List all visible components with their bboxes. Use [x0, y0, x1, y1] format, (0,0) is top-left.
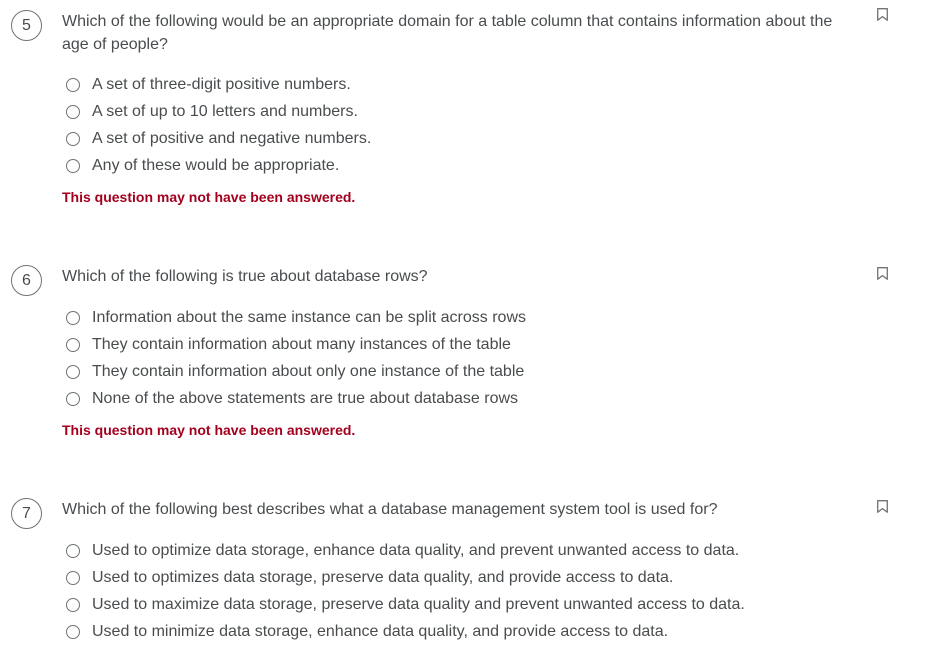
answer-option[interactable] — [66, 331, 526, 358]
option-label: They contain information about only one instance of the table — [92, 362, 525, 380]
radio-unselected-icon[interactable] — [66, 338, 80, 352]
answer-options — [66, 304, 526, 412]
answer-option[interactable] — [66, 537, 745, 564]
answer-option[interactable] — [66, 71, 371, 98]
answer-option[interactable] — [66, 98, 371, 125]
radio-unselected-icon[interactable] — [66, 392, 80, 406]
bookmark-icon[interactable] — [877, 267, 888, 280]
option-label: None of the above statements are true about database rows — [92, 389, 519, 407]
option-label: Any of these would be appropriate. — [92, 156, 340, 174]
answer-options — [66, 537, 745, 645]
radio-unselected-icon[interactable] — [66, 625, 80, 639]
option-label: Used to optimize data storage, enhance data quality, and prevent unwanted access to data. — [92, 541, 740, 559]
option-label: Used to maximize data storage, preserve data quality and prevent unwanted access to data. — [92, 595, 745, 613]
answer-options — [66, 71, 371, 179]
radio-unselected-icon[interactable] — [66, 544, 80, 558]
radio-unselected-icon[interactable] — [66, 598, 80, 612]
option-label: Used to optimizes data storage, preserve data quality, and provide access to data. — [92, 568, 674, 586]
bookmark-icon[interactable] — [877, 8, 888, 21]
question-number-badge: 7 — [11, 498, 42, 529]
radio-unselected-icon[interactable] — [66, 78, 80, 92]
radio-unselected-icon[interactable] — [66, 571, 80, 585]
question-number-badge: 6 — [11, 265, 42, 296]
bookmark-icon[interactable] — [877, 500, 888, 513]
radio-unselected-icon[interactable] — [66, 159, 80, 173]
unanswered-feedback: This question may not have been answered. — [62, 422, 356, 438]
option-label: They contain information about many instances of the table — [92, 335, 511, 353]
radio-unselected-icon[interactable] — [66, 132, 80, 146]
option-label: A set of positive and negative numbers. — [92, 129, 372, 147]
answer-option[interactable] — [66, 125, 371, 152]
question-text: Which of the following would be an appropriate domain for a table column that contains information about the age of people? — [62, 13, 833, 53]
unanswered-feedback: This question may not have been answered. — [62, 189, 356, 205]
answer-option[interactable] — [66, 385, 526, 412]
answer-option[interactable] — [66, 564, 745, 591]
radio-unselected-icon[interactable] — [66, 311, 80, 325]
question-number-badge: 5 — [11, 10, 42, 41]
answer-option[interactable] — [66, 618, 745, 645]
radio-unselected-icon[interactable] — [66, 105, 80, 119]
answer-option[interactable] — [66, 591, 745, 618]
option-label: A set of three-digit positive numbers. — [92, 75, 351, 93]
option-label: A set of up to 10 letters and numbers. — [92, 102, 358, 120]
option-label: Information about the same instance can be split across rows — [92, 308, 526, 326]
answer-option[interactable] — [66, 304, 526, 331]
answer-option[interactable] — [66, 152, 371, 179]
question-text: Which of the following best describes what a database management system tool is used for? — [62, 501, 718, 518]
radio-unselected-icon[interactable] — [66, 365, 80, 379]
option-label: Used to minimize data storage, enhance data quality, and provide access to data. — [92, 622, 669, 640]
question-text: Which of the following is true about database rows? — [62, 268, 428, 285]
answer-option[interactable] — [66, 358, 526, 385]
